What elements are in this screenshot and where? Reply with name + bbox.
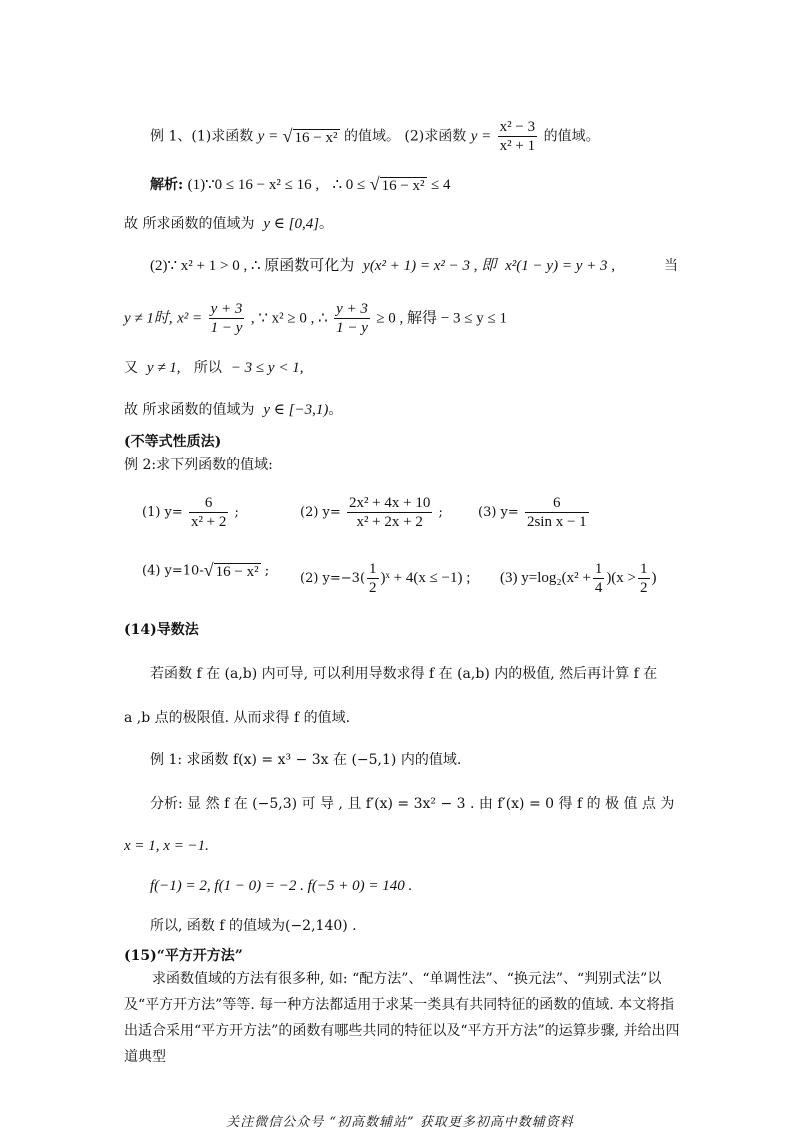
ex2-item-2: (2) y= $\frac{\text{2x² + 4x + 10}}{\text{x² + 2x + 2}}$ ;: [300, 495, 443, 530]
again-cond: y ≠ 1,: [146, 360, 181, 376]
fraction-y-2: $\frac{y + 3}{1 - y}$: [336, 301, 368, 336]
example-1-mid: 的值域。 (2)求函数: [343, 128, 467, 145]
deriv-para-2: a ,b 点的极限值. 从而求得 f 的值域.: [124, 710, 351, 726]
deriv-result: 所以, 函数 f 的值域为(−2,140) .: [150, 918, 357, 934]
ex2-frac-half: $\frac{1}{2}$: [369, 561, 377, 596]
again-so: 所以: [193, 360, 222, 376]
section-15-heading: (15)“平方开方法”: [124, 948, 243, 964]
range-2-end: 。: [328, 402, 343, 418]
section-inequality-heading: (不等式性质法): [124, 434, 222, 450]
solution-2-when: 当: [664, 258, 678, 274]
ex2-item-4: (4) y=10-√ 16 − x² ;: [142, 560, 270, 580]
ex2-frac-half-2: $\frac{1}{2}$: [640, 561, 648, 596]
ex2-frac-2: $\frac{\text{2x² + 4x + 10}}{\text{x² + 2x + 2}}$: [348, 495, 431, 530]
range-1-end: 。: [319, 216, 334, 232]
solution-1-line: [150, 174, 450, 196]
solution-2b-end: ≥ 0 , 解得 − 3 ≤ y ≤ 1: [376, 310, 507, 327]
section-15-intro: 求函数值域的方法有很多种, 如: “配方法”、“单调性法”、“换元法”、“判别式法”以及“平方开方法”等等. 每一种方法都适用于求某一类具有共同特征的函数的值域. 本文将指出适合采用“平方开方法”的函数有哪些共同的特征以及“平方开方法”的运算步骤, 并给出四道典型: [124, 971, 680, 1065]
deriv-values: f(−1) = 2, f(1 − 0) = −2 . f(−5 + 0) = 140 .: [150, 878, 413, 894]
example-1-end: 的值域。: [543, 128, 600, 145]
range-1-text: 故 所求函数的值域为: [124, 216, 255, 232]
deriv-critical-points: x = 1, x = −1.: [124, 838, 209, 854]
x-squared-eq: x² =: [177, 310, 203, 327]
solution-1-ineq: (1)∵0 ≤ 16 − x² ≤ 16 ,: [187, 177, 320, 193]
ex2-item-1: (1) y= $\frac{6}{\text{x² + 2}}$ ;: [142, 495, 239, 530]
sqrt-expression: √ 16 − x²: [282, 125, 338, 146]
y-not-one: y ≠ 1时,: [124, 310, 173, 327]
example-2-heading: 例 2:求下列函数的值域:: [124, 457, 273, 473]
deriv-example: 例 1: 求函数 f(x) = x³ − 3x 在 (−5,1) 内的值域.: [150, 752, 462, 768]
ex2-item-3: (3) y= $\frac{6}{\text{2sin x − 1}}$: [478, 495, 587, 530]
solution-2-part3: x²(1 − y) = y + 3 ,: [505, 258, 615, 274]
solution-1-ineq2: ∴ 0 ≤: [332, 177, 366, 193]
page-footer: 关注微信公众号 “初高数辅站” 获取更多初高中数辅资料: [226, 1115, 574, 1130]
solution-2b-line: [124, 300, 507, 337]
fraction-y: $\frac{y + 3}{1 - y}$: [210, 301, 243, 336]
solution-2b-mid: , ∵ x² ≥ 0 , ∴: [250, 310, 328, 327]
y-equals-2: y =: [470, 128, 492, 145]
example-1-line: [150, 118, 600, 155]
ex2-frac-1: $\frac{6}{\text{x² + 2}}$: [190, 495, 227, 530]
range-2-line: [124, 400, 342, 420]
ex2-frac-3: $\frac{6}{\text{2sin x − 1}}$: [526, 495, 587, 530]
again-label: 又: [124, 360, 138, 376]
fraction-expression: $\frac{\text{x² − 3}}{\text{x² + 1}}$: [499, 119, 536, 154]
range-1-value: y ∈ [0,4]: [263, 216, 320, 232]
solution-label: 解析:: [150, 177, 184, 193]
ex2-item-6: (3) y=log₂(x² + $\frac{1}{4}$ )(x > $\frac{1}{2}$ ): [500, 561, 657, 596]
le-four: ≤ 4: [431, 177, 451, 193]
solution-2-part1: (2)∵ x² + 1 > 0 , ∴ 原函数可化为: [150, 258, 355, 274]
y-equals: y =: [257, 128, 279, 145]
example-1-prefix: 例 1、(1)求函数: [150, 128, 254, 145]
again-line: [124, 358, 303, 378]
sqrt-expression-2: √ 16 − x²: [369, 174, 425, 194]
solution-2-line: [150, 256, 615, 276]
section-14-heading: (14)导数法: [124, 622, 199, 638]
solution-2-part2: y(x² + 1) = x² − 3 , 即: [363, 258, 497, 274]
ex2-item-5: (2) y=−3( $\frac{1}{2}$ )ˣ + 4(x ≤ −1) ;: [300, 561, 471, 596]
deriv-analysis: 分析: 显 然 f 在 (−5,3) 可 导 , 且 f′(x) = 3x² − 3 . 由 f′(x) = 0 得 f 的 极 值 点 为: [150, 796, 675, 812]
deriv-para-1: 若函数 f 在 (a,b) 内可导, 可以利用导数求得 f 在 (a,b) 内的极值, 然后再计算 f 在: [150, 666, 658, 682]
again-result: − 3 ≤ y < 1,: [230, 360, 304, 376]
range-2-text: 故 所求函数的值域为: [124, 402, 255, 418]
range-1-line: [124, 214, 333, 234]
ex2-frac-quarter: $\frac{1}{4}$: [594, 561, 603, 596]
range-2-value: y ∈ [−3,1): [263, 402, 329, 418]
ex2-sqrt: √ 16 − x²: [203, 560, 259, 580]
